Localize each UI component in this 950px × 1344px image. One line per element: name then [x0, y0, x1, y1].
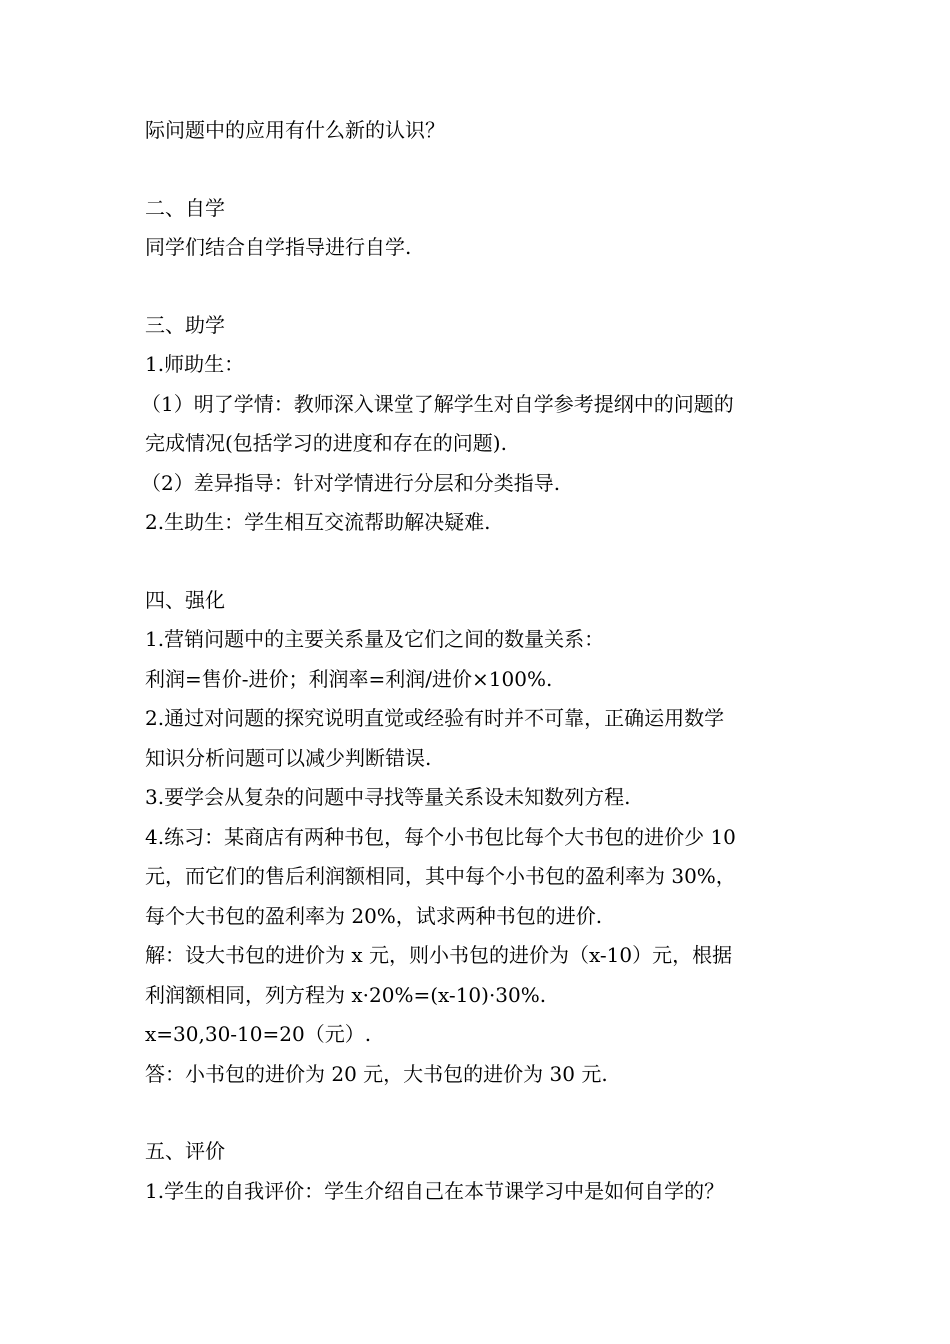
solution-text: 利润额相同，列方程为 x·20%=(x-10)·30%. [145, 982, 547, 1007]
body-text: 3.要学会从复杂的问题中寻找等量关系设未知数列方程. [145, 785, 631, 809]
section-heading-reinforce: 四、强化 [145, 587, 225, 612]
answer-text: 答：小书包的进价为 20 元，大书包的进价为 30 元. [145, 1061, 608, 1086]
body-text: （1）明了学情：教师深入课堂了解学生对自学参考提纲中的问题的 [141, 391, 734, 416]
body-text: 完成情况(包括学习的进度和存在的问题). [145, 431, 507, 455]
body-text: 2.通过对问题的探究说明直觉或经验有时并不可靠，正确运用数学 [145, 706, 725, 730]
section-heading-self-study: 二、自学 [145, 195, 225, 220]
section-heading-assist: 三、助学 [145, 312, 225, 337]
body-text: 知识分析问题可以减少判断错误. [145, 745, 432, 770]
body-text: 1.师助生： [145, 352, 245, 376]
section-heading-evaluate: 五、评价 [145, 1139, 225, 1163]
formula-text: 利润=售价-进价；利润率=利润/进价×100%. [145, 666, 553, 691]
exercise-text: 元，而它们的售后利润额相同，其中每个小书包的盈利率为 30%， [145, 864, 736, 888]
document-body [141, 111, 815, 1211]
paragraph-gap [145, 151, 815, 189]
intro-text: 际问题中的应用有什么新的认识？ [145, 118, 445, 142]
exercise-text: 4.练习：某商店有两种书包，每个小书包比每个大书包的进价少 10 [145, 824, 736, 849]
body-text: （2）差异指导：针对学情进行分层和分类指导. [141, 470, 561, 495]
solution-text: x=30,30-10=20（元）. [145, 1022, 372, 1046]
paragraph-gap [145, 543, 815, 581]
exercise-text: 每个大书包的盈利率为 20%，试求两种书包的进价. [145, 903, 603, 928]
body-text: 1.营销问题中的主要关系量及它们之间的数量关系： [145, 627, 605, 651]
paragraph-gap [145, 268, 815, 306]
body-text: 1.学生的自我评价：学生介绍自己在本节课学习中是如何自学的？ [145, 1178, 725, 1203]
body-text: 2.生助生：学生相互交流帮助解决疑难. [145, 510, 491, 534]
body-text: 同学们结合自学指导进行自学. [145, 235, 412, 259]
solution-text: 解：设大书包的进价为 x 元，则小书包的进价为（x-10）元，根据 [145, 943, 733, 967]
paragraph-gap [145, 1094, 815, 1132]
